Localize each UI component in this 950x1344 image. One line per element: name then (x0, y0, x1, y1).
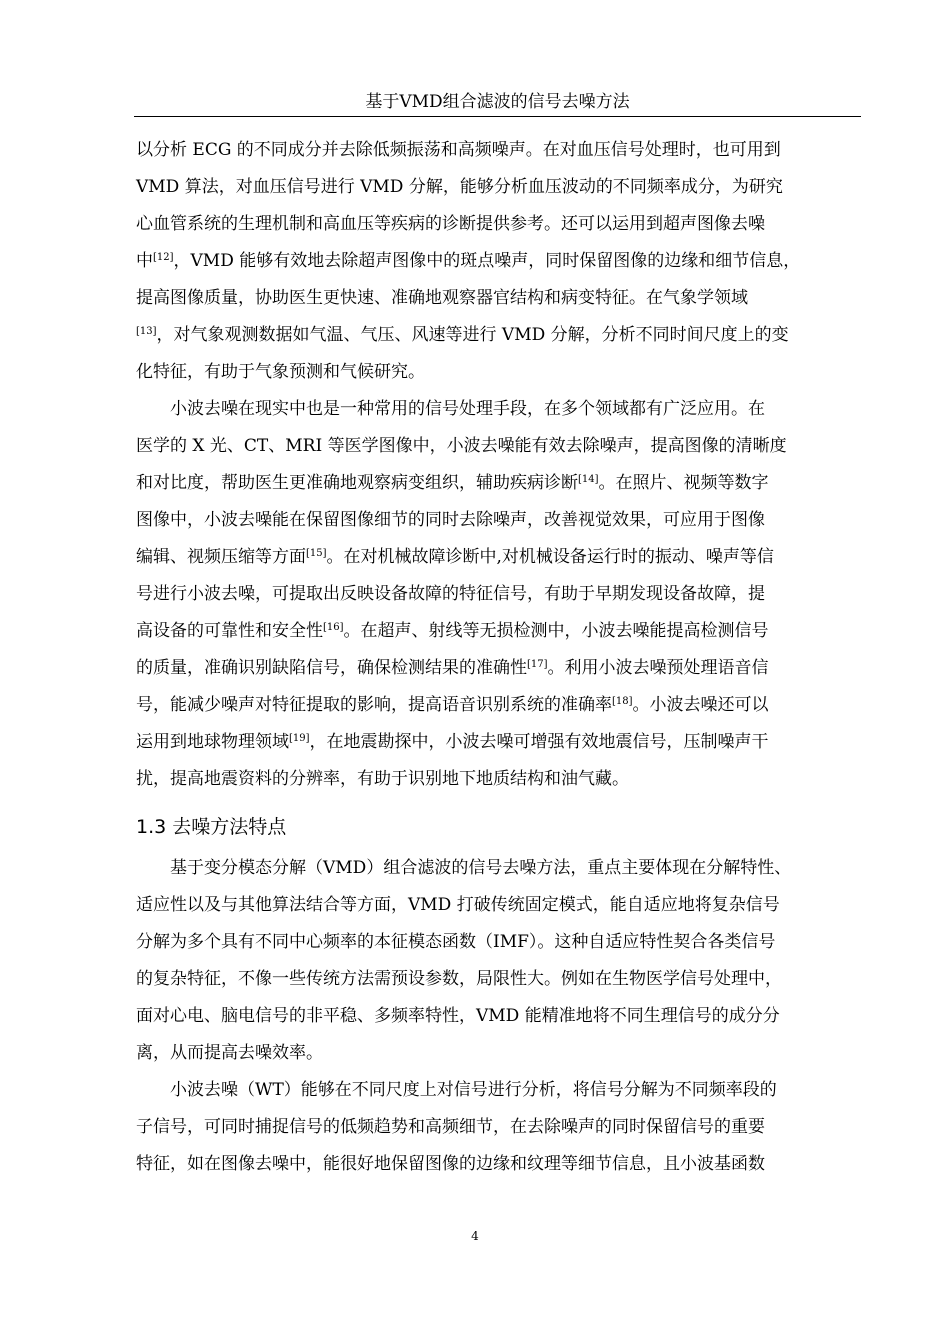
text-run: 扰，提高地震资料的分辨率，有助于识别地下地质结构和油气藏。 (136, 769, 629, 789)
citation-marker: [19] (289, 733, 310, 744)
text-line (136, 650, 861, 687)
text-line (136, 465, 861, 502)
text-line (136, 502, 861, 539)
text-line (136, 576, 861, 613)
text-run: 面对心电、脑电信号的非平稳、多频率特性，VMD 能精准地将不同生理信号的成分分 (136, 1006, 780, 1026)
text-run: 离，从而提高去噪效率。 (136, 1043, 323, 1063)
section-heading: 1.3 去噪方法特点 (136, 816, 287, 838)
text-line (136, 850, 861, 887)
citation-marker: [17] (527, 659, 548, 670)
text-line (136, 924, 861, 961)
text-line (136, 961, 861, 998)
text-line (136, 724, 861, 761)
text-line (136, 1109, 861, 1146)
text-line (136, 998, 861, 1035)
text-run: 号进行小波去噪，可提取出反映设备故障的特征信号，有助于早期发现设备故障，提 (136, 584, 765, 604)
text-line (136, 761, 861, 798)
paragraph-wavelet-applications (136, 391, 861, 798)
paragraph-vmd-applications (136, 132, 861, 391)
text-line (136, 206, 861, 243)
text-run: 化特征，有助于气象预测和气候研究。 (136, 362, 425, 382)
text-run: 号，能减少噪声对特征提取的影响，提高语音识别系统的准确率 (136, 695, 612, 715)
text-line (136, 132, 861, 169)
text-line (136, 428, 861, 465)
text-run: 高设备的可靠性和安全性 (136, 621, 323, 641)
text-line (136, 391, 861, 428)
text-run: 小波去噪（WT）能够在不同尺度上对信号进行分析，将信号分解为不同频率段的 (170, 1080, 777, 1100)
running-header-title: 基于VMD组合滤波的信号去噪方法 (365, 92, 630, 112)
text-line (136, 539, 861, 576)
citation-marker: [13] (136, 326, 157, 337)
text-line (136, 887, 861, 924)
text-line (136, 243, 861, 280)
text-run: 分解为多个具有不同中心频率的本征模态函数（IMF）。这种自适应特性契合各类信号 (136, 932, 776, 952)
citation-marker: [16] (323, 622, 344, 633)
citation-marker: [18] (612, 696, 633, 707)
citation-marker: [12] (153, 252, 174, 263)
text-run: 适应性以及与其他算法结合等方面，VMD 打破传统固定模式，能自适应地将复杂信号 (136, 895, 780, 915)
text-run: 。利用小波去噪预处理语音信 (547, 658, 769, 678)
text-run: 。在超声、射线等无损检测中，小波去噪能提高检测信号 (343, 621, 769, 641)
paragraph-wavelet-characteristics (136, 1072, 861, 1183)
text-run: ，在地震勘探中，小波去噪可增强有效地震信号，压制噪声干 (309, 732, 769, 752)
citation-marker: [14] (578, 474, 599, 485)
text-run: 。在照片、视频等数字 (598, 473, 769, 493)
text-run: 以分析 ECG 的不同成分并去除低频振荡和高频噪声。在对血压信号处理时，也可用到 (136, 140, 781, 160)
text-line (136, 354, 861, 391)
text-line (136, 1072, 861, 1109)
text-run: 提高图像质量，协助医生更快速、准确地观察器官结构和病变特征。在气象学领域 (136, 288, 748, 308)
text-run: 和对比度，帮助医生更准确地观察病变组织，辅助疾病诊断 (136, 473, 578, 493)
text-run: 。在对机械故障诊断中,对机械设备运行时的振动、噪声等信 (326, 547, 774, 567)
citation-marker: [15] (306, 548, 327, 559)
text-run: 特征，如在图像去噪中，能很好地保留图像的边缘和纹理等细节信息，且小波基函数 (136, 1154, 765, 1174)
text-line (136, 317, 861, 354)
text-run: 运用到地球物理领域 (136, 732, 289, 752)
text-run: 基于变分模态分解（VMD）组合滤波的信号去噪方法，重点主要体现在分解特性、 (170, 858, 792, 878)
text-run: 小波去噪在现实中也是一种常用的信号处理手段，在多个领域都有广泛应用。在 (170, 399, 765, 419)
page-number: 4 (471, 1229, 479, 1243)
text-run: 的复杂特征，不像一些传统方法需预设参数，局限性大。例如在生物医学信号处理中， (136, 969, 782, 989)
text-run: 编辑、视频压缩等方面 (136, 547, 306, 567)
text-run: 医学的 X 光、CT、MRI 等医学图像中，小波去噪能有效去除噪声，提高图像的清晰度 (136, 436, 787, 456)
text-run: 中 (136, 251, 153, 271)
text-line (136, 169, 861, 206)
text-run: 的质量，准确识别缺陷信号，确保检测结果的准确性 (136, 658, 527, 678)
text-run: ，VMD 能够有效地去除超声图像中的斑点噪声，同时保留图像的边缘和细节信息， (173, 251, 801, 271)
page-body (136, 132, 861, 1183)
header-rule (134, 116, 861, 117)
text-run: 。小波去噪还可以 (632, 695, 769, 715)
paragraph-vmd-characteristics (136, 850, 861, 1072)
text-line (136, 280, 861, 317)
text-line (136, 1146, 861, 1183)
text-line (136, 613, 861, 650)
text-run: 心血管系统的生理机制和高血压等疾病的诊断提供参考。还可以运用到超声图像去噪 (136, 214, 765, 234)
text-run: 图像中，小波去噪能在保留图像细节的同时去除噪声，改善视觉效果，可应用于图像 (136, 510, 765, 530)
text-run: VMD 算法，对血压信号进行 VMD 分解，能够分析血压波动的不同频率成分，为研究 (136, 177, 783, 197)
text-line (136, 1035, 861, 1072)
text-run: ，对气象观测数据如气温、气压、风速等进行 VMD 分解，分析不同时间尺度上的变 (156, 325, 789, 345)
text-run: 子信号，可同时捕捉信号的低频趋势和高频细节，在去除噪声的同时保留信号的重要 (136, 1117, 765, 1137)
text-line (136, 687, 861, 724)
